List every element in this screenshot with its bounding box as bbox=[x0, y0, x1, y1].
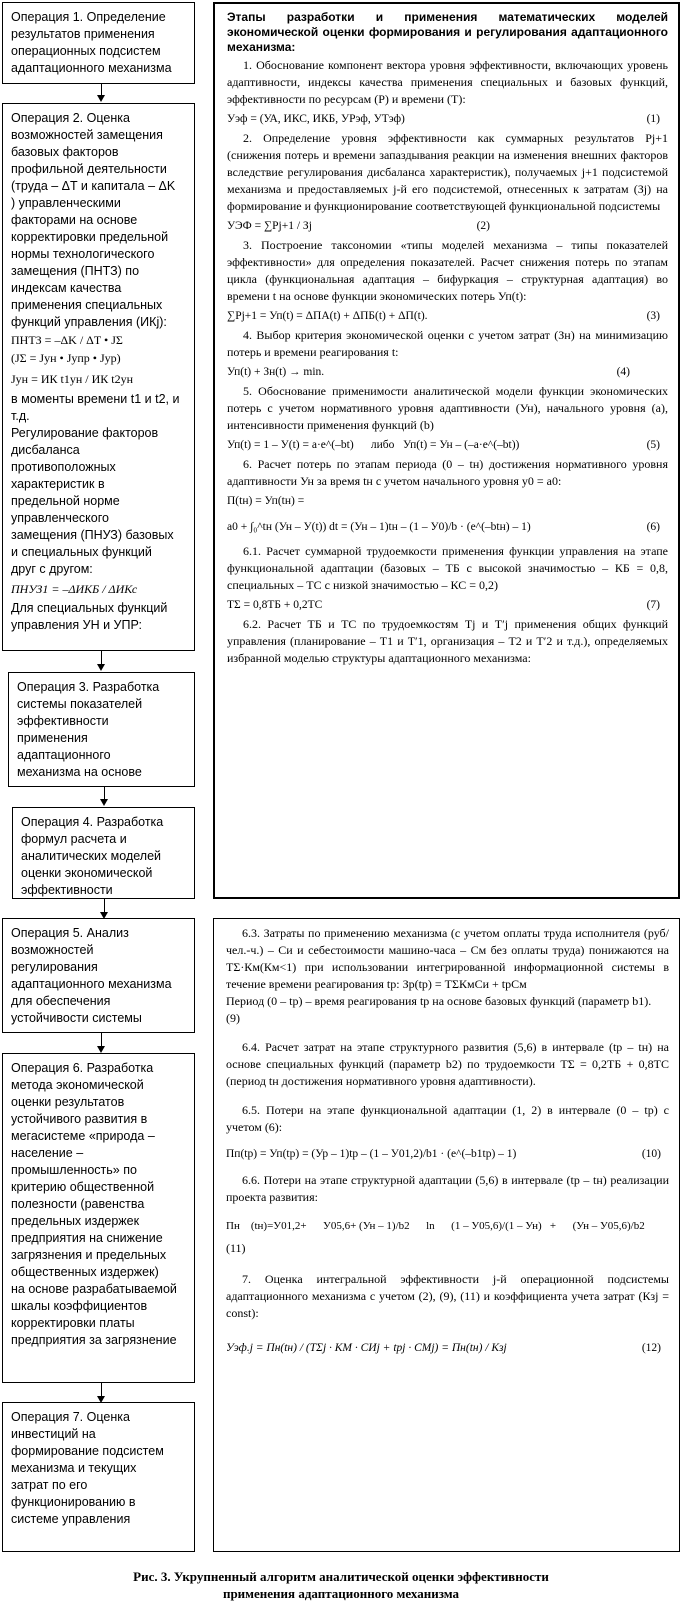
step-6-1-text: 6.1. Расчет суммарной трудоемкости применения функции управления на этапе функциональной адаптации (базовых – ТБ с высокой значимостью – КБ = 0,8, специальных – ТС с низкой значимостью – КС = 0,2) bbox=[227, 544, 668, 592]
equation-10 bbox=[226, 1144, 669, 1164]
operation-2-line: применения специальных bbox=[11, 298, 163, 312]
operation-2-line: замещения (ПНТЗ) по bbox=[11, 264, 140, 278]
operation-4-box bbox=[12, 807, 195, 899]
step-6-text: 6. Расчет потерь по этапам периода (0 – tн) достижения нормативного уровня адаптивности Ун за время tн с учетом начального уровня у0 = a0: bbox=[227, 457, 668, 488]
operation-7-line: инвестиций на bbox=[11, 1427, 96, 1441]
equation-4-formula: Уп(t) + Зн(t) → min. bbox=[227, 366, 325, 378]
operation-5-line: для обеспечения bbox=[11, 994, 111, 1008]
step-3-text: 3. Построение таксономии «типы моделей механизма – типы показателей эффективности» для определения показателей. Расчет снижения потерь по этапам цикла (функциональная адаптация – бифуркация – структурная адаптация) во времени t на основе функции экономических потерь Уп(t): bbox=[227, 238, 668, 303]
operation-6-line: промышленность» по bbox=[11, 1163, 137, 1177]
operation-1-line: результатов применения bbox=[11, 27, 155, 41]
operation-3-line: адаптационного bbox=[17, 748, 111, 762]
equation-7 bbox=[227, 595, 668, 615]
step-6-2-text: 6.2. Расчет ТБ и ТС по трудоемкостям Тj и Т′j применения общих функций управления (планирование – Т1 и Т′1, организация – Т2 и Т′2 и т.д.), определяемых избранной моделью структуры адаптационного механизма: bbox=[227, 617, 668, 665]
math-models-title: Этапы разработки и применения математических моделей экономической оценки формирования и регулирования адаптационного механизма: bbox=[227, 10, 668, 54]
operation-5-line: регулирования bbox=[11, 960, 98, 974]
operation-2-line: нормы технологического bbox=[11, 247, 155, 261]
operation-6-line: Операция 6. Разработка bbox=[11, 1061, 154, 1075]
equation-4 bbox=[227, 362, 668, 382]
operation-2-line: Операция 2. Оценка bbox=[11, 111, 130, 125]
operation-7-box bbox=[2, 1402, 195, 1552]
equation-6-formula: a0 + ∫₀^tн (Ун – У(t)) dt = (Ун – 1)tн – (1 – У0)/b · (e^(–btн) – 1) bbox=[227, 521, 531, 533]
equation-4-number: (4) bbox=[616, 366, 630, 378]
operation-2-line: замещения (ПНУЗ) базовых bbox=[11, 528, 174, 542]
operation-2-line: Регулирование факторов bbox=[11, 426, 159, 440]
equation-12-number: (12) bbox=[641, 1342, 661, 1354]
operation-3-line: применения bbox=[17, 731, 88, 745]
operation-6-line: критерию общественной bbox=[11, 1180, 155, 1194]
math-models-box bbox=[213, 2, 680, 899]
operation-2-line: ) управленческими bbox=[11, 196, 121, 210]
equation-5-formula: Уп(t) = 1 – У(t) = a·e^(–bt) либо Уп(t) = Ун – (–a·e^(–bt)) bbox=[227, 439, 520, 451]
operation-3-box bbox=[8, 672, 195, 787]
equation-5-number: (5) bbox=[646, 439, 660, 451]
formula-j-un: Jун = ИК t1ун / ИК t2ун bbox=[11, 372, 134, 386]
operation-2-line: базовых факторов bbox=[11, 145, 119, 159]
operation-2-line: управленческого bbox=[11, 511, 109, 525]
operation-4-line: аналитических моделей bbox=[21, 849, 162, 863]
operation-7-line: функционированию в bbox=[11, 1495, 136, 1509]
operation-3-line: механизма на основе bbox=[17, 765, 142, 779]
operation-2-line: противоположных bbox=[11, 460, 116, 474]
equation-1-number: (1) bbox=[646, 113, 660, 125]
step-6-4-text: 6.4. Расчет затрат на этапе структурного развития (5,6) в интервале (tр – tн) на основе специальных функций (параметр b2) по трудоемкости ТΣ = 0,2ТБ + 0,8ТС (период tн достижения нормативного уровня адаптивности). bbox=[226, 1040, 669, 1088]
step-5-text: 5. Обоснование применимости аналитической модели функции экономических потерь с учетом нормативного уровня адаптивности (Ун), начального уровня (a), интенсивности применения функций (b) bbox=[227, 384, 668, 432]
operation-2-box bbox=[2, 103, 195, 651]
equation-6a-formula: П(tн) = Уп(tн) = bbox=[227, 495, 305, 507]
operation-6-box bbox=[2, 1053, 195, 1383]
operation-5-box bbox=[2, 918, 195, 1033]
equation-7-formula: ТΣ = 0,8ТБ + 0,2ТС bbox=[227, 599, 323, 611]
equation-1 bbox=[227, 109, 668, 129]
formula-pntz: ПНТЗ = –ΔK / ΔT • JΣ bbox=[11, 333, 123, 347]
operation-6-line: шкалы коэффициентов bbox=[11, 1299, 148, 1313]
equation-11-number: (11) bbox=[226, 1241, 246, 1255]
operation-5-line: устойчивости системы bbox=[11, 1011, 142, 1025]
operation-4-line: Операция 4. Разработка bbox=[21, 815, 164, 829]
operation-5-line: Операция 5. Анализ bbox=[11, 926, 129, 940]
operation-3-line: Операция 3. Разработка bbox=[17, 680, 160, 694]
operation-2-line: корректировки предельной bbox=[11, 230, 169, 244]
equation-3-formula: ∑Рj+1 = Уп(t) = ΔПА(t) + ΔПБ(t) + ΔП(t). bbox=[227, 310, 428, 322]
operation-7-line: формирование подсистем bbox=[11, 1444, 164, 1458]
operation-7-line: механизма и текущих bbox=[11, 1461, 137, 1475]
operation-6-line: население – bbox=[11, 1146, 84, 1160]
operation-4-line: эффективности bbox=[21, 883, 113, 897]
operation-2-line: возможностей замещения bbox=[11, 128, 163, 142]
step-6-3-text: 6.3. Затраты по применению механизма (с учетом оплаты труда исполнителя (руб/чел.-ч.) – Си и себестоимости машино-часа – См без оплаты труда) понижаются на ТΣ·Км(Км<1) при использовании интегрированной информационной системы в течение времени реагирования tр: Зр(tр) = ТΣКмСи + tрСм bbox=[226, 926, 669, 991]
equation-3-number: (3) bbox=[646, 310, 660, 322]
operation-6-line: мегасистеме «природа – bbox=[11, 1129, 155, 1143]
operation-6-line: устойчивого развития в bbox=[11, 1112, 148, 1126]
operation-2-line: и специальных функций bbox=[11, 545, 152, 559]
equation-6 bbox=[227, 517, 668, 537]
operation-2-line: характеристик в bbox=[11, 477, 105, 491]
equation-6a bbox=[227, 491, 668, 511]
equation-10-number: (10) bbox=[641, 1148, 661, 1160]
operation-6-line: оценки результатов bbox=[11, 1095, 125, 1109]
operation-2-line: друг с другом: bbox=[11, 562, 93, 576]
operation-5-line: адаптационного механизма bbox=[11, 977, 172, 991]
operation-1-line: Операция 1. Определение bbox=[11, 10, 166, 24]
equation-2-number: (2) bbox=[476, 220, 490, 232]
operation-6-line: предприятия на снижение bbox=[11, 1231, 163, 1245]
operation-2-line: дисбаланса bbox=[11, 443, 80, 457]
equation-5 bbox=[227, 435, 668, 455]
equation-11 bbox=[226, 1216, 669, 1236]
operation-6-line: полезности (равенства bbox=[11, 1197, 145, 1211]
step-6-5-text: 6.5. Потери на этапе функциональной адаптации (1, 2) в интервале (0 – tр) с учетом (6): bbox=[226, 1103, 669, 1134]
step-6-6-text: 6.6. Потери на этапе структурной адаптации (5,6) в интервале (tр – tн) реализации проекта развития: bbox=[226, 1173, 669, 1204]
operation-7-line: Операция 7. Оценка bbox=[11, 1410, 130, 1424]
operation-6-line: общественных издержек) bbox=[11, 1265, 159, 1279]
operation-6-line: загрязнения и предельных bbox=[11, 1248, 167, 1262]
equation-1-formula: Уэф = (УА, ИКС, ИКБ, УPэф, УTэф) bbox=[227, 113, 405, 125]
operation-6-line: корректировки платы bbox=[11, 1316, 135, 1330]
operation-2-line: предельной норме bbox=[11, 494, 120, 508]
operation-1-line: операционных подсистем bbox=[11, 44, 161, 58]
operation-7-line: затрат по его bbox=[11, 1478, 88, 1492]
caption-line-2: применения адаптационного механизма bbox=[222, 1586, 460, 1601]
operation-2-line: (труда – ΔT и капитала – ΔK bbox=[11, 179, 176, 193]
operation-1-box bbox=[2, 2, 195, 84]
step-6-3-period: Период (0 – tр) – время реагирования tр на основе базовых функций (параметр b1). bbox=[226, 994, 652, 1008]
equation-2-formula: УЭФ = ∑Рj+1 / Зj bbox=[227, 220, 312, 232]
caption-line-1: Рис. 3. Укрупненный алгоритм аналитической оценки эффективности bbox=[133, 1569, 549, 1584]
operation-2-line: управления УН и УПР: bbox=[11, 618, 143, 632]
operation-2-line: индексам качества bbox=[11, 281, 122, 295]
figure-caption bbox=[0, 1568, 682, 1602]
formula-pnuz: ПНУЗ1 = –ΔИКБ / ΔИКс bbox=[11, 582, 138, 596]
operation-1-line: адаптационного механизма bbox=[11, 61, 172, 75]
step-1-text: 1. Обоснование компонент вектора уровня эффективности, включающих уровень адаптивности, индексы качества применения специальных и базовых функций, эффективности по ресурсам (Р) и времени (Т): bbox=[227, 58, 668, 106]
operation-6-line: предельных издержек bbox=[11, 1214, 140, 1228]
equation-11-formula: Пн (tн)=У01,2+ У05,6+ (Ун – 1)/b2 ln (1 – У05,6)/(1 – Ун) + (Ун – У05,6)/b2 bbox=[226, 1220, 645, 1232]
operation-6-line: на основе разрабатываемой bbox=[11, 1282, 177, 1296]
step-4-text: 4. Выбор критерия экономической оценки с учетом затрат (Зн) на минимизацию потерь и времени реагирования t: bbox=[227, 328, 668, 359]
formula-j-sigma: (JΣ = Jун • Jупр • Jур) bbox=[11, 351, 121, 365]
operation-4-line: формул расчета и bbox=[21, 832, 127, 846]
equation-12 bbox=[226, 1338, 669, 1358]
operation-3-line: системы показателей bbox=[17, 697, 143, 711]
equation-3 bbox=[227, 306, 668, 326]
operation-5-line: возможностей bbox=[11, 943, 94, 957]
operation-2-line: в моменты времени t1 и t2, и bbox=[11, 392, 180, 406]
equation-7-number: (7) bbox=[646, 599, 660, 611]
operation-7-line: системе управления bbox=[11, 1512, 131, 1526]
step-2-text: 2. Определение уровня эффективности как суммарных результатов Рj+1 (снижения потерь и времени запаздывания реакции на изменения внешних факторов вследствие регулирования дисбаланса характеристик), получаемых j+1 подсистемой механизма и предоставляемых j-й его подсистемой, отнесенных к затратам (Зj) на формирование и функционирование соответствующей функциональной подсистемы bbox=[227, 131, 668, 213]
operation-6-line: предприятия за загрязнение bbox=[11, 1333, 177, 1347]
equation-10-formula: Пп(tр) = Уп(tр) = (Ур – 1)tр – (1 – У01,2)/b1 · (e^(–b1tр) – 1) bbox=[226, 1148, 517, 1160]
operation-2-line: факторами на основе bbox=[11, 213, 138, 227]
cost-calculation-box bbox=[213, 918, 680, 1552]
equation-2 bbox=[227, 216, 668, 236]
operation-3-line: эффективности bbox=[17, 714, 109, 728]
equation-6-number: (6) bbox=[646, 521, 660, 533]
equation-12-formula: Уэф.j = Пн(tн) / (ТΣj · КМ · СИj + tpj · СМj) = Пн(tн) / Кзj bbox=[226, 1342, 507, 1354]
operation-2-line: профильной деятельности bbox=[11, 162, 167, 176]
operation-2-line: функций управления (ИКj): bbox=[11, 315, 167, 329]
operation-2-line: т.д. bbox=[11, 409, 30, 423]
equation-9-number: (9) bbox=[226, 1011, 240, 1025]
operation-4-line: оценки экономической bbox=[21, 866, 153, 880]
operation-6-line: метода экономической bbox=[11, 1078, 144, 1092]
step-7-text: 7. Оценка интегральной эффективности j-й операционной подсистемы адаптационного механизма с учетом (2), (9), (11) и коэффициента учета затрат (Кзj = const): bbox=[226, 1272, 669, 1320]
operation-2-line: Для специальных функций bbox=[11, 601, 168, 615]
